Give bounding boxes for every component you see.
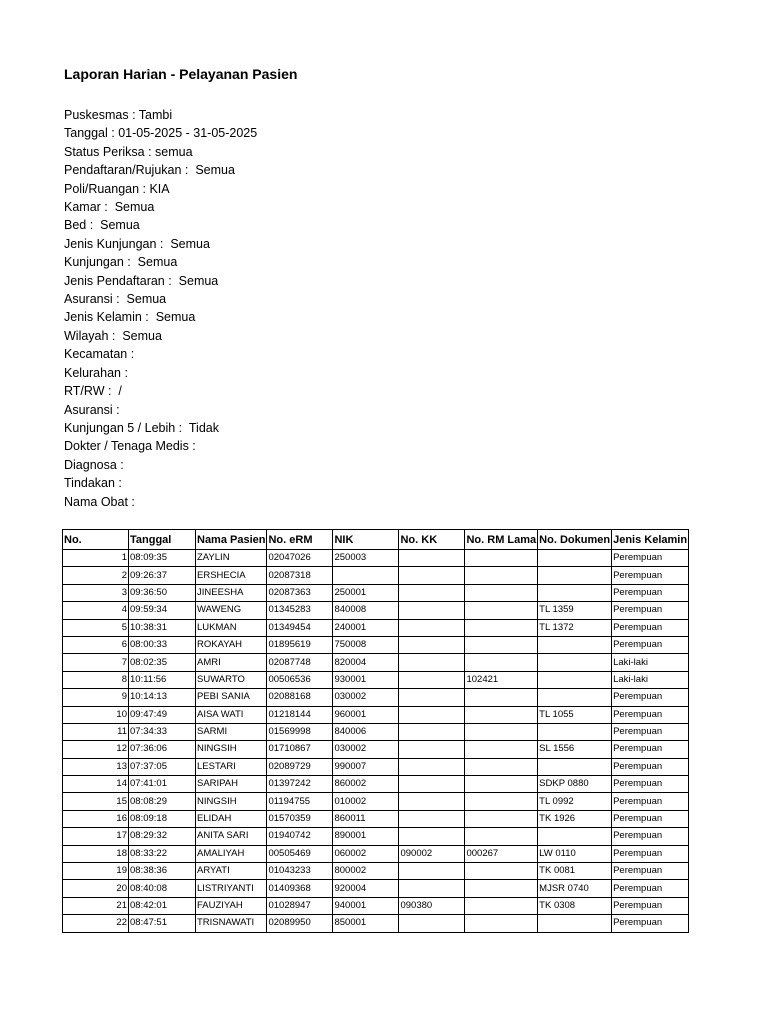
- cell-no-erm: 01194755: [267, 793, 333, 810]
- cell-no-kk: [399, 584, 465, 601]
- cell-tanggal: 07:41:01: [129, 776, 196, 793]
- table-row: [63, 915, 689, 932]
- cell-no-erm: 02089729: [267, 758, 333, 775]
- cell-tanggal: 09:47:49: [129, 706, 196, 723]
- cell-nama-pasien: TRISNAWATI: [196, 915, 267, 932]
- cell-no-rm-lama: [465, 810, 538, 827]
- cell-nik: 860002: [333, 776, 399, 793]
- cell-no-kk: [399, 810, 465, 827]
- cell-no-erm: 01218144: [267, 706, 333, 723]
- cell-no-kk: [399, 863, 465, 880]
- cell-no-kk: [399, 828, 465, 845]
- col-header-jenis-kelamin: Jenis Kelamin: [612, 530, 689, 550]
- cell-nik: 840008: [333, 602, 399, 619]
- table-row: [63, 828, 689, 845]
- cell-no-rm-lama: [465, 863, 538, 880]
- filter-line: Kunjungan : Semua: [64, 255, 178, 270]
- cell-nama-pasien: SARIPAH: [196, 776, 267, 793]
- cell-no-dokumen: [538, 550, 612, 567]
- cell-no: 1: [63, 550, 129, 567]
- cell-tanggal: 08:38:36: [129, 863, 196, 880]
- table-row: [63, 689, 689, 706]
- cell-no-erm: 01710867: [267, 741, 333, 758]
- cell-nik: 920004: [333, 880, 399, 897]
- filter-line: Poli/Ruangan : KIA: [64, 181, 170, 196]
- cell-no-dokumen: [538, 584, 612, 601]
- cell-no-erm: 01028947: [267, 897, 333, 914]
- cell-no: 11: [63, 723, 129, 740]
- filter-line: Bed : Semua: [64, 218, 140, 233]
- table-row: [63, 863, 689, 880]
- cell-jenis-kelamin: Perempuan: [612, 741, 689, 758]
- report-title: Laporan Harian - Pelayanan Pasien: [64, 66, 298, 82]
- cell-no-rm-lama: 102421: [465, 671, 538, 688]
- cell-jenis-kelamin: Perempuan: [612, 758, 689, 775]
- filter-line: Asuransi :: [64, 402, 120, 417]
- table-row: [63, 880, 689, 897]
- filter-line: Diagnosa :: [64, 457, 124, 472]
- cell-no-rm-lama: [465, 689, 538, 706]
- cell-jenis-kelamin: Perempuan: [612, 602, 689, 619]
- cell-no-kk: [399, 689, 465, 706]
- cell-no-erm: 02088168: [267, 689, 333, 706]
- cell-nik: 240001: [333, 619, 399, 636]
- cell-no-erm: 01409368: [267, 880, 333, 897]
- cell-no-rm-lama: [465, 654, 538, 671]
- cell-tanggal: 08:40:08: [129, 880, 196, 897]
- col-header-nama-pasien: Nama Pasien: [196, 530, 267, 550]
- cell-no: 3: [63, 584, 129, 601]
- table-row: [63, 636, 689, 653]
- cell-nama-pasien: ARYATI: [196, 863, 267, 880]
- cell-jenis-kelamin: Perempuan: [612, 793, 689, 810]
- cell-tanggal: 09:59:34: [129, 602, 196, 619]
- cell-no-kk: [399, 550, 465, 567]
- col-header-nik: NIK: [333, 530, 399, 550]
- cell-tanggal: 10:14:13: [129, 689, 196, 706]
- filter-line: Kunjungan 5 / Lebih : Tidak: [64, 420, 219, 435]
- table-row: [63, 776, 689, 793]
- cell-no: 12: [63, 741, 129, 758]
- cell-no-rm-lama: 000267: [465, 845, 538, 862]
- cell-no-kk: [399, 602, 465, 619]
- cell-no-rm-lama: [465, 828, 538, 845]
- cell-no-rm-lama: [465, 619, 538, 636]
- cell-no-erm: 01895619: [267, 636, 333, 653]
- col-header-no-erm: No. eRM: [267, 530, 333, 550]
- cell-nik: 840006: [333, 723, 399, 740]
- cell-no-kk: [399, 671, 465, 688]
- col-header-no-rm-lama: No. RM Lama: [465, 530, 538, 550]
- cell-no-kk: [399, 636, 465, 653]
- cell-tanggal: 10:38:31: [129, 619, 196, 636]
- cell-tanggal: 08:02:35: [129, 654, 196, 671]
- cell-no: 18: [63, 845, 129, 862]
- cell-nik: 820004: [333, 654, 399, 671]
- cell-jenis-kelamin: Perempuan: [612, 706, 689, 723]
- cell-nama-pasien: LISTRIYANTI: [196, 880, 267, 897]
- cell-no-erm: 00506536: [267, 671, 333, 688]
- cell-no: 20: [63, 880, 129, 897]
- cell-nama-pasien: NINGSIH: [196, 793, 267, 810]
- cell-no-erm: 02087748: [267, 654, 333, 671]
- cell-no-rm-lama: [465, 636, 538, 653]
- table-row: [63, 706, 689, 723]
- cell-no-dokumen: TK 1926: [538, 810, 612, 827]
- table-row: [63, 567, 689, 584]
- cell-tanggal: 07:36:06: [129, 741, 196, 758]
- patient-table: [62, 529, 689, 933]
- table-row: [63, 602, 689, 619]
- cell-no-rm-lama: [465, 584, 538, 601]
- cell-nama-pasien: LUKMAN: [196, 619, 267, 636]
- cell-no: 10: [63, 706, 129, 723]
- col-header-no: No.: [63, 530, 129, 550]
- cell-jenis-kelamin: Laki-laki: [612, 671, 689, 688]
- cell-no-erm: 00505469: [267, 845, 333, 862]
- cell-nik: 960001: [333, 706, 399, 723]
- cell-nik: 990007: [333, 758, 399, 775]
- cell-no-dokumen: TL 1372: [538, 619, 612, 636]
- filter-line: Status Periksa : semua: [64, 144, 193, 159]
- cell-no-erm: 01345283: [267, 602, 333, 619]
- filter-line: Jenis Pendaftaran : Semua: [64, 273, 219, 288]
- cell-tanggal: 08:09:35: [129, 550, 196, 567]
- cell-tanggal: 08:42:01: [129, 897, 196, 914]
- filter-line: Pendaftaran/Rujukan : Semua: [64, 163, 235, 178]
- cell-nik: 750008: [333, 636, 399, 653]
- cell-no-rm-lama: [465, 915, 538, 932]
- cell-no: 7: [63, 654, 129, 671]
- cell-no: 22: [63, 915, 129, 932]
- cell-no-rm-lama: [465, 793, 538, 810]
- cell-no-erm: 02087318: [267, 567, 333, 584]
- cell-no-rm-lama: [465, 567, 538, 584]
- cell-nama-pasien: NINGSIH: [196, 741, 267, 758]
- cell-nik: 250001: [333, 584, 399, 601]
- report-filters: [64, 106, 257, 511]
- cell-no-kk: 090380: [399, 897, 465, 914]
- cell-no: 5: [63, 619, 129, 636]
- cell-nik: 890001: [333, 828, 399, 845]
- cell-nama-pasien: SUWARTO: [196, 671, 267, 688]
- cell-nama-pasien: AMALIYAH: [196, 845, 267, 862]
- cell-tanggal: 07:34:33: [129, 723, 196, 740]
- cell-no: 8: [63, 671, 129, 688]
- cell-no-dokumen: [538, 567, 612, 584]
- col-header-tanggal: Tanggal: [129, 530, 196, 550]
- cell-jenis-kelamin: Perempuan: [612, 897, 689, 914]
- cell-no-erm: 02089950: [267, 915, 333, 932]
- filter-line: Jenis Kunjungan : Semua: [64, 236, 210, 251]
- cell-no: 15: [63, 793, 129, 810]
- cell-tanggal: 08:08:29: [129, 793, 196, 810]
- cell-nama-pasien: ZAYLIN: [196, 550, 267, 567]
- cell-no-dokumen: TL 0992: [538, 793, 612, 810]
- cell-nik: 940001: [333, 897, 399, 914]
- cell-no: 21: [63, 897, 129, 914]
- cell-nik: [333, 567, 399, 584]
- filter-line: Kecamatan :: [64, 347, 135, 362]
- cell-jenis-kelamin: Perempuan: [612, 845, 689, 862]
- filter-line: Jenis Kelamin : Semua: [64, 310, 196, 325]
- cell-no-dokumen: [538, 689, 612, 706]
- table-row: [63, 584, 689, 601]
- table-row: [63, 793, 689, 810]
- cell-no: 16: [63, 810, 129, 827]
- cell-tanggal: 10:11:56: [129, 671, 196, 688]
- cell-no: 19: [63, 863, 129, 880]
- cell-no-kk: [399, 758, 465, 775]
- cell-no-erm: 01043233: [267, 863, 333, 880]
- cell-jenis-kelamin: Perempuan: [612, 636, 689, 653]
- cell-tanggal: 08:09:18: [129, 810, 196, 827]
- cell-no-dokumen: [538, 915, 612, 932]
- col-header-no-dokumen: No. Dokumen: [538, 530, 612, 550]
- cell-no-kk: [399, 741, 465, 758]
- cell-nik: 800002: [333, 863, 399, 880]
- cell-nik: 010002: [333, 793, 399, 810]
- cell-no-rm-lama: [465, 880, 538, 897]
- cell-no: 4: [63, 602, 129, 619]
- cell-jenis-kelamin: Perempuan: [612, 863, 689, 880]
- cell-no: 2: [63, 567, 129, 584]
- cell-nik: 030002: [333, 689, 399, 706]
- table-row: [63, 897, 689, 914]
- cell-nama-pasien: ROKAYAH: [196, 636, 267, 653]
- cell-jenis-kelamin: Perempuan: [612, 810, 689, 827]
- cell-no-rm-lama: [465, 776, 538, 793]
- cell-no: 6: [63, 636, 129, 653]
- cell-no-rm-lama: [465, 741, 538, 758]
- cell-no-erm: 01349454: [267, 619, 333, 636]
- cell-nik: 860011: [333, 810, 399, 827]
- cell-nama-pasien: FAUZIYAH: [196, 897, 267, 914]
- cell-jenis-kelamin: Perempuan: [612, 723, 689, 740]
- cell-no-kk: 090002: [399, 845, 465, 862]
- cell-no-kk: [399, 723, 465, 740]
- filter-line: Nama Obat :: [64, 494, 135, 509]
- cell-nama-pasien: ANITA SARI: [196, 828, 267, 845]
- cell-nik: 030002: [333, 741, 399, 758]
- cell-no-dokumen: MJSR 0740: [538, 880, 612, 897]
- cell-no-rm-lama: [465, 602, 538, 619]
- cell-jenis-kelamin: Perempuan: [612, 915, 689, 932]
- cell-no-rm-lama: [465, 758, 538, 775]
- cell-no-dokumen: [538, 828, 612, 845]
- cell-tanggal: 08:33:22: [129, 845, 196, 862]
- cell-no-dokumen: [538, 654, 612, 671]
- cell-nama-pasien: AISA WATI: [196, 706, 267, 723]
- filter-line: Kamar : Semua: [64, 200, 155, 215]
- cell-tanggal: 08:47:51: [129, 915, 196, 932]
- cell-no: 14: [63, 776, 129, 793]
- cell-nama-pasien: WAWENG: [196, 602, 267, 619]
- cell-jenis-kelamin: Perempuan: [612, 584, 689, 601]
- cell-tanggal: 07:37:05: [129, 758, 196, 775]
- cell-nik: 930001: [333, 671, 399, 688]
- table-row: [63, 723, 689, 740]
- filter-line: Tanggal : 01-05-2025 - 31-05-2025: [64, 126, 258, 141]
- filter-line: Asuransi : Semua: [64, 292, 167, 307]
- table-header-row: [63, 530, 689, 550]
- cell-no-kk: [399, 776, 465, 793]
- cell-no: 17: [63, 828, 129, 845]
- cell-jenis-kelamin: Perempuan: [612, 776, 689, 793]
- cell-no-rm-lama: [465, 550, 538, 567]
- col-header-no-kk: No. KK: [399, 530, 465, 550]
- cell-no-dokumen: SL 1556: [538, 741, 612, 758]
- table-row: [63, 810, 689, 827]
- cell-no-dokumen: [538, 758, 612, 775]
- table-row: [63, 619, 689, 636]
- table-row: [63, 845, 689, 862]
- cell-no-dokumen: [538, 636, 612, 653]
- cell-jenis-kelamin: Perempuan: [612, 619, 689, 636]
- cell-tanggal: 09:26:37: [129, 567, 196, 584]
- cell-no-kk: [399, 915, 465, 932]
- filter-line: RT/RW : /: [64, 384, 122, 399]
- cell-no-erm: 02047026: [267, 550, 333, 567]
- cell-no-dokumen: TK 0308: [538, 897, 612, 914]
- cell-no-erm: 01569998: [267, 723, 333, 740]
- cell-nama-pasien: ELIDAH: [196, 810, 267, 827]
- cell-no-kk: [399, 706, 465, 723]
- cell-tanggal: 08:29:32: [129, 828, 196, 845]
- cell-jenis-kelamin: Perempuan: [612, 828, 689, 845]
- filter-line: Tindakan :: [64, 476, 122, 491]
- table-row: [63, 671, 689, 688]
- cell-jenis-kelamin: Perempuan: [612, 689, 689, 706]
- cell-nik: 060002: [333, 845, 399, 862]
- cell-no-kk: [399, 619, 465, 636]
- filter-line: Puskesmas : Tambi: [64, 108, 173, 122]
- cell-no-dokumen: [538, 723, 612, 740]
- cell-tanggal: 08:00:33: [129, 636, 196, 653]
- cell-nama-pasien: ERSHECIA: [196, 567, 267, 584]
- cell-nama-pasien: AMRI: [196, 654, 267, 671]
- cell-nama-pasien: PEBI SANIA: [196, 689, 267, 706]
- cell-jenis-kelamin: Perempuan: [612, 567, 689, 584]
- cell-no: 13: [63, 758, 129, 775]
- filter-line: Wilayah : Semua: [64, 328, 162, 343]
- cell-no-dokumen: TK 0081: [538, 863, 612, 880]
- table-row: [63, 741, 689, 758]
- cell-no-erm: 02087363: [267, 584, 333, 601]
- cell-no-dokumen: [538, 671, 612, 688]
- cell-no-erm: 01397242: [267, 776, 333, 793]
- filter-line: Dokter / Tenaga Medis :: [64, 439, 196, 454]
- cell-no-rm-lama: [465, 897, 538, 914]
- table-row: [63, 654, 689, 671]
- cell-no-dokumen: LW 0110: [538, 845, 612, 862]
- cell-no-kk: [399, 567, 465, 584]
- cell-no-dokumen: TL 1055: [538, 706, 612, 723]
- cell-no-dokumen: TL 1359: [538, 602, 612, 619]
- cell-no-rm-lama: [465, 706, 538, 723]
- cell-no-dokumen: SDKP 0880: [538, 776, 612, 793]
- cell-jenis-kelamin: Perempuan: [612, 550, 689, 567]
- cell-tanggal: 09:36:50: [129, 584, 196, 601]
- cell-nama-pasien: JINEESHA: [196, 584, 267, 601]
- cell-nik: 250003: [333, 550, 399, 567]
- table-row: [63, 550, 689, 567]
- cell-jenis-kelamin: Laki-laki: [612, 654, 689, 671]
- cell-nik: 850001: [333, 915, 399, 932]
- cell-jenis-kelamin: Perempuan: [612, 880, 689, 897]
- cell-no-erm: 01940742: [267, 828, 333, 845]
- cell-no-erm: 01570359: [267, 810, 333, 827]
- cell-no-kk: [399, 654, 465, 671]
- cell-nama-pasien: SARMI: [196, 723, 267, 740]
- cell-nama-pasien: LESTARI: [196, 758, 267, 775]
- cell-no-kk: [399, 793, 465, 810]
- cell-no-rm-lama: [465, 723, 538, 740]
- table-row: [63, 758, 689, 775]
- cell-no-kk: [399, 880, 465, 897]
- cell-no: 9: [63, 689, 129, 706]
- filter-line: Kelurahan :: [64, 365, 128, 380]
